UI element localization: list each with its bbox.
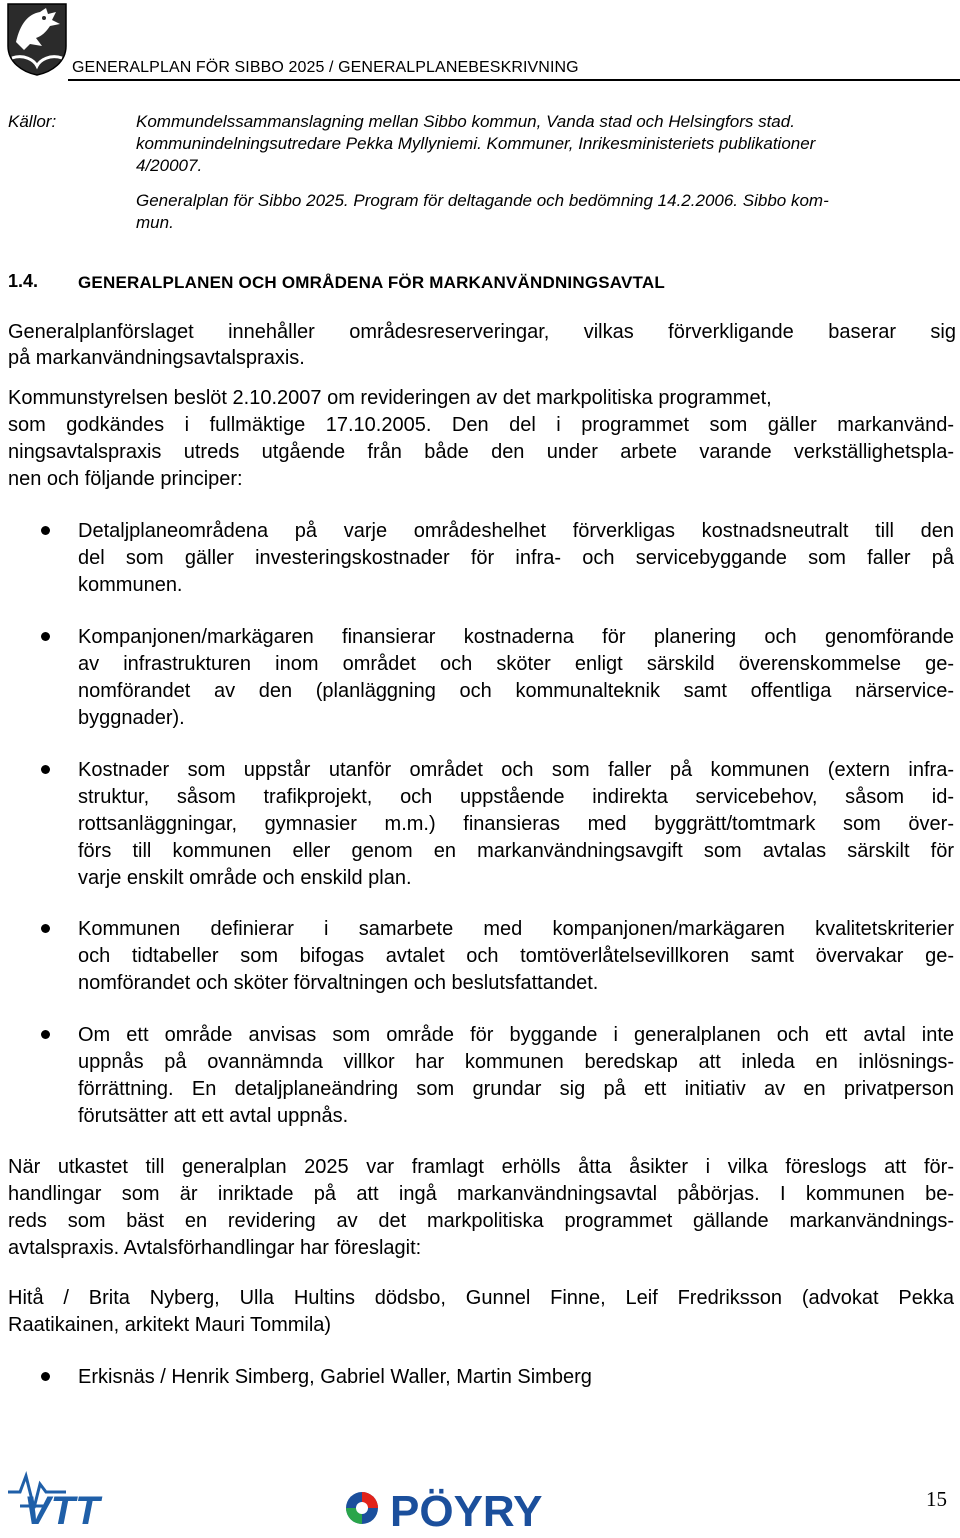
paragraph-line: ningsavtalspraxis utreds utgående från både den under arbete varande verkställighetspla- <box>8 441 954 463</box>
paragraph-line: på markanvändningsavtalspraxis. <box>8 347 305 369</box>
bullet-icon <box>41 924 50 933</box>
bullet-line: Kompanjonen/markägaren finansierar kostnaderna för planering och genomförande <box>78 626 954 648</box>
bullet-icon <box>41 765 50 774</box>
paragraph-line: Raatikainen, arkitekt Mauri Tommila) <box>8 1314 332 1336</box>
bullet-line: del som gäller investeringskostnader för infra- och servicebyggande som faller på <box>78 547 954 569</box>
bullet-line: byggnader). <box>78 707 185 729</box>
sources-label: Källor: <box>8 112 57 131</box>
paragraph-line: avtalspraxis. Avtalsförhandlingar har föreslagit: <box>8 1237 422 1259</box>
bullet-line: av infrastrukturen inom området och sköter enligt särskild överenskommelse ge- <box>78 653 954 675</box>
paragraph-line: När utkastet till generalplan 2025 var framlagt erhölls åtta åsikter i vilka föreslogs att för- <box>8 1156 954 1178</box>
header-divider <box>68 79 960 81</box>
bullet-line: varje enskilt område och enskild plan. <box>78 867 412 889</box>
bullet-line: nomförandet och sköter förvaltningen och beslutsfattandet. <box>78 972 599 994</box>
bullet-line: Kommunen definierar i samarbete med kompanjonen/markägaren kvalitetskriterier <box>78 918 954 940</box>
source-line: Generalplan för Sibbo 2025. Program för deltagande och bedömning 14.2.2006. Sibbo kom- <box>136 191 829 210</box>
paragraph-line: reds som bäst en revidering av det markpolitiska programmet gällande markanvändnings- <box>8 1210 954 1232</box>
source-line: kommunindelningsutredare Pekka Myllyniemi. Kommuner, Inrikesministeriets publikationer <box>136 134 816 153</box>
bullet-line: Om ett område anvisas som område för byggande i generalplanen och ett avtal inte <box>78 1024 954 1046</box>
source-line: Kommundelssammanslagning mellan Sibbo kommun, Vanda stad och Helsingfors stad. <box>136 112 795 131</box>
bullet-line: förs till kommunen eller genom en markanvändningsavgift som avtalas särskilt för <box>78 840 954 862</box>
source-line: 4/20007. <box>136 156 203 175</box>
poyry-logo <box>340 1478 604 1534</box>
bullet-line: Erkisnäs / Henrik Simberg, Gabriel Waller, Martin Simberg <box>78 1366 592 1388</box>
paragraph-line: som godkändes i fullmäktige 17.10.2005. Den del i programmet som gäller markanvänd- <box>8 414 954 436</box>
section-title: GENERALPLANEN OCH OMRÅDENA FÖR MARKANVÄNDNINGSAVTAL <box>78 273 665 292</box>
bullet-icon <box>41 1372 50 1381</box>
bullet-line: nomförandet av den (planläggning och kommunalteknik samt offentliga närservice- <box>78 680 954 702</box>
bullet-line: förutsätter att ett avtal uppnås. <box>78 1105 349 1127</box>
sibbo-crest-icon <box>6 2 68 76</box>
svg-text:PÖYRY: PÖYRY <box>390 1487 543 1534</box>
paragraph-line: handlingar som är inriktade på att ingå markanvändningsavtal påbörjas. I kommunen be- <box>8 1183 954 1205</box>
bullet-line: och tidtabeller som bifogas avtalet och tomtöverlåtelsevillkoren samt övervakar ge- <box>78 945 954 967</box>
bullet-line: Kostnader som uppstår utanför området och som faller på kommunen (extern infra- <box>78 759 954 781</box>
bullet-line: rottsanläggningar, gymnasier m.m.) finansieras med byggrätt/tomtmark som över- <box>78 813 954 835</box>
bullet-line: förrättning. En detaljplaneändring som grundar sig på ett initiativ av en privatperson <box>78 1078 954 1100</box>
paragraph-line: Kommunstyrelsen beslöt 2.10.2007 om revideringen av det markpolitiska programmet, <box>8 387 772 409</box>
page-number: 15 <box>926 1487 947 1511</box>
bullet-icon <box>41 526 50 535</box>
svg-text:VTT: VTT <box>24 1489 100 1528</box>
bullet-line: kommunen. <box>78 574 183 596</box>
bullet-line: struktur, såsom trafikprojekt, och uppstående indirekta servicebehov, såsom id- <box>78 786 954 808</box>
bullet-line: Detaljplaneområdena på varje områdeshelhet förverkligas kostnadsneutralt till den <box>78 520 954 542</box>
bullet-icon <box>41 632 50 641</box>
document-header-title: GENERALPLAN FÖR SIBBO 2025 / GENERALPLANEBESKRIVNING <box>72 59 579 76</box>
paragraph-line: nen och följande principer: <box>8 468 243 490</box>
paragraph-line: Hitå / Brita Nyberg, Ulla Hultins dödsbo, Gunnel Finne, Leif Fredriksson (advokat Pekka <box>8 1287 954 1309</box>
section-number: 1.4. <box>8 271 39 291</box>
vtt-logo <box>6 1462 174 1528</box>
bullet-icon <box>41 1030 50 1039</box>
source-line: mun. <box>136 213 174 232</box>
paragraph-line: Generalplanförslaget innehåller områdesreserveringar, vilkas förverkligande baserar sig <box>8 321 956 343</box>
bullet-line: uppnås på ovannämnda villkor har kommunen beredskap att inleda en inlösnings- <box>78 1051 954 1073</box>
